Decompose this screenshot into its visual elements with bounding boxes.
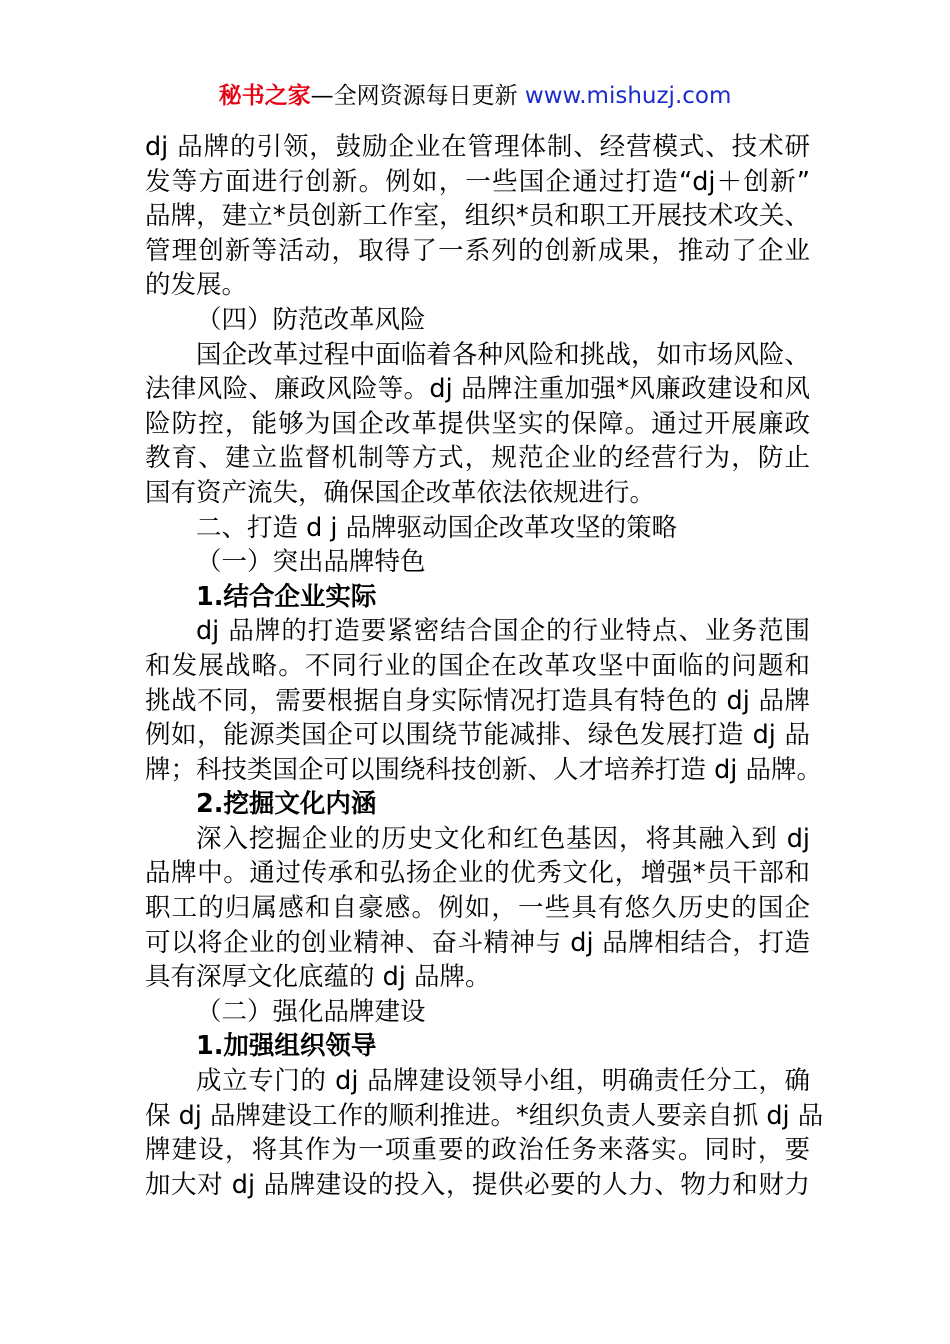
text-line: 国企改革过程中面临着各种风险和挑战，如市场风险、	[196, 339, 810, 370]
site-brand: 秘书之家	[218, 83, 311, 109]
text-line: 深入挖掘企业的历史文化和红色基因，将其融入到 dj	[196, 823, 810, 854]
text-line: dj 品牌的打造要紧密结合国企的行业特点、业务范围	[196, 616, 810, 647]
text-line: 加大对 dj 品牌建设的投入，提供必要的人力、物力和财力	[145, 1169, 810, 1200]
text-line: 和发展战略。不同行业的国企在改革攻坚中面临的问题和	[145, 650, 810, 681]
text-line: 的发展。	[145, 270, 248, 301]
text-line: 具有深厚文化底蕴的 dj 品牌。	[145, 962, 491, 993]
body-text	[145, 130, 824, 1202]
text-line: 保 dj 品牌建设工作的顺利推进。*组织负责人要亲自抓 dj 品	[145, 1100, 824, 1131]
text-line: 成立专门的 dj 品牌建设领导小组，明确责任分工，确	[196, 1066, 810, 1097]
text-line: 险防控，能够为国企改革提供坚实的保障。通过开展廉政	[145, 408, 810, 439]
text-line: dj 品牌的引领，鼓励企业在管理体制、经营模式、技术研	[145, 132, 810, 162]
section-heading-line: 2.挖掘文化内涵	[196, 789, 377, 820]
text-line: 可以将企业的创业精神、奋斗精神与 dj 品牌相结合，打造	[145, 927, 810, 958]
text-line: 牌建设，将其作为一项重要的政治任务来落实。同时，要	[145, 1135, 810, 1166]
text-line: 例如，能源类国企可以围绕节能减排、绿色发展打造 dj 品	[145, 720, 810, 751]
text-line: 管理创新等活动，取得了一系列的创新成果，推动了企业	[145, 235, 810, 266]
text-line: （二）强化品牌建设	[196, 996, 426, 1027]
text-line: 挑战不同，需要根据自身实际情况打造具有特色的 dj 品牌	[145, 685, 810, 716]
site-url-link[interactable]: www.mishuzj.com	[524, 83, 732, 109]
text-line: （一）突出品牌特色	[196, 547, 426, 578]
site-tagline: —全网资源每日更新	[310, 83, 525, 109]
text-line: （四）防范改革风险	[196, 304, 426, 335]
text-line: 品牌，建立*员创新工作室，组织*员和职工开展技术攻关、	[145, 201, 810, 232]
text-line: 二、打造 d j 品牌驱动国企改革攻坚的策略	[196, 512, 678, 543]
document-body	[145, 130, 824, 1202]
text-line: 牌；科技类国企可以围绕科技创新、人才培养打造 dj 品牌。	[145, 754, 822, 785]
text-line: 品牌中。通过传承和弘扬企业的优秀文化，增强*员干部和	[145, 858, 810, 889]
text-line: 国有资产流失，确保国企改革依法依规进行。	[145, 477, 656, 508]
text-line: 法律风险、廉政风险等。dj 品牌注重加强*风廉政建设和风	[145, 374, 810, 405]
section-heading-line: 1.结合企业实际	[196, 581, 377, 612]
text-line: 职工的归属感和自豪感。例如，一些具有悠久历史的国企	[145, 893, 810, 924]
text-line: 教育、建立监督机制等方式，规范企业的经营行为，防止	[145, 443, 810, 474]
text-line: 发等方面进行创新。例如，一些国企通过打造“dj＋创新”	[145, 166, 810, 197]
section-heading-line: 1.加强组织领导	[196, 1031, 377, 1062]
site-header	[0, 80, 950, 112]
